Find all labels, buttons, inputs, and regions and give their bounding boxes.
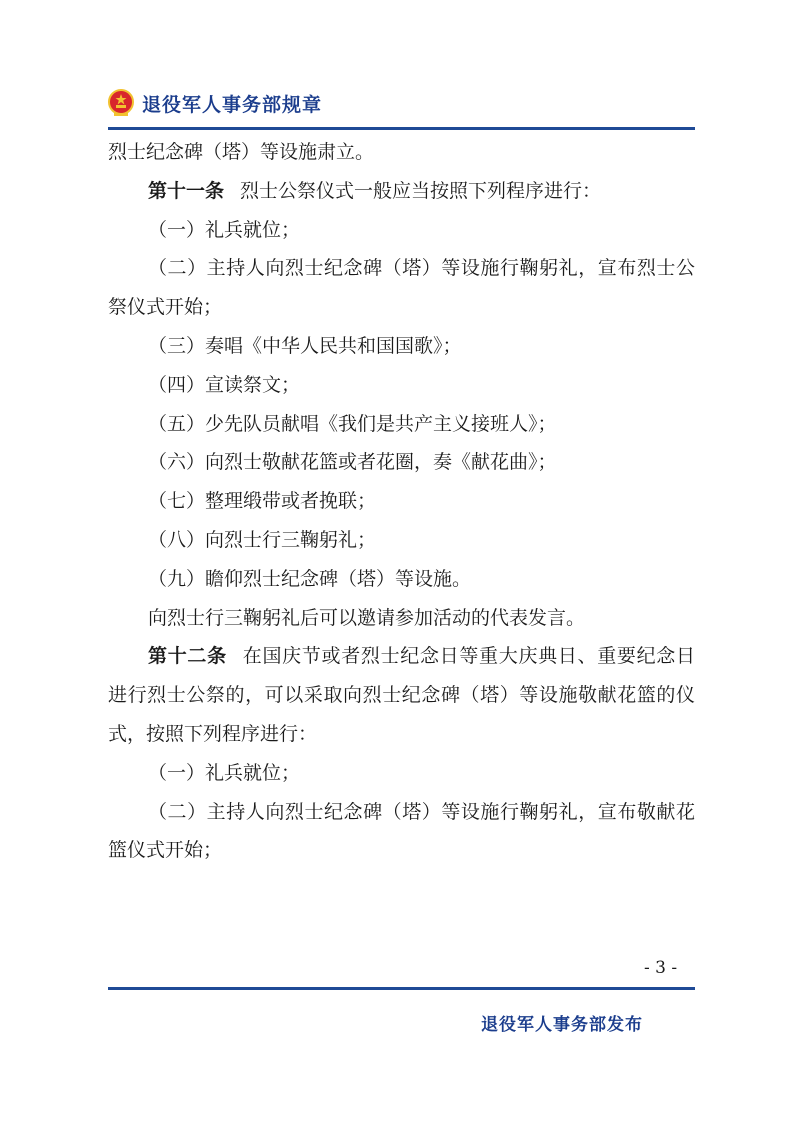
list-item: （九）瞻仰烈士纪念碑（塔）等设施。	[148, 567, 472, 590]
list-item: （四）宣读祭文；	[148, 373, 301, 396]
article-heading: 第十一条	[148, 179, 225, 202]
list-item: （五）少先队员献唱《我们是共产主义接班人》；	[148, 412, 557, 435]
body-paragraph: 向烈士行三鞠躬礼后可以邀请参加活动的代表发言。	[148, 606, 586, 629]
article-paragraph	[108, 172, 695, 211]
document-header	[108, 88, 322, 118]
list-item: （一）礼兵就位；	[148, 218, 301, 241]
article-text: 在国庆节或者烈士纪念日等重大庆典日、重要纪念日进行烈士公祭的，可以采取向烈士纪念碑（塔）等设施敬献花篮的仪式，按照下列程序进行：	[108, 645, 695, 745]
list-item: （二）主持人向烈士纪念碑（塔）等设施行鞠躬礼，宣布敬献花篮仪式开始；	[108, 800, 695, 862]
article-paragraph	[108, 637, 695, 753]
list-item: （三）奏唱《中华人民共和国国歌》；	[148, 334, 462, 357]
footer-publisher: 退役军人事务部发布	[481, 1015, 643, 1035]
page-number: - 3 -	[644, 958, 678, 978]
national-emblem-icon	[108, 89, 134, 117]
list-item: （八）向烈士行三鞠躬礼；	[148, 528, 377, 551]
body-paragraph: 烈士纪念碑（塔）等设施肃立。	[108, 141, 375, 163]
list-item: （七）整理缎带或者挽联；	[148, 490, 377, 513]
article-text: 烈士公祭仪式一般应当按照下列程序进行：	[240, 179, 602, 202]
header-title: 退役军人事务部规章	[142, 93, 323, 116]
document-body	[108, 133, 695, 870]
list-item: （一）礼兵就位；	[148, 761, 301, 784]
list-item: （六）向烈士敬献花篮或者花圈，奏《献花曲》；	[148, 451, 557, 474]
footer-divider	[108, 987, 695, 990]
list-item: （二）主持人向烈士纪念碑（塔）等设施行鞠躬礼，宣布烈士公祭仪式开始；	[108, 257, 695, 319]
header-divider	[108, 127, 695, 130]
article-heading: 第十二条	[148, 645, 227, 668]
